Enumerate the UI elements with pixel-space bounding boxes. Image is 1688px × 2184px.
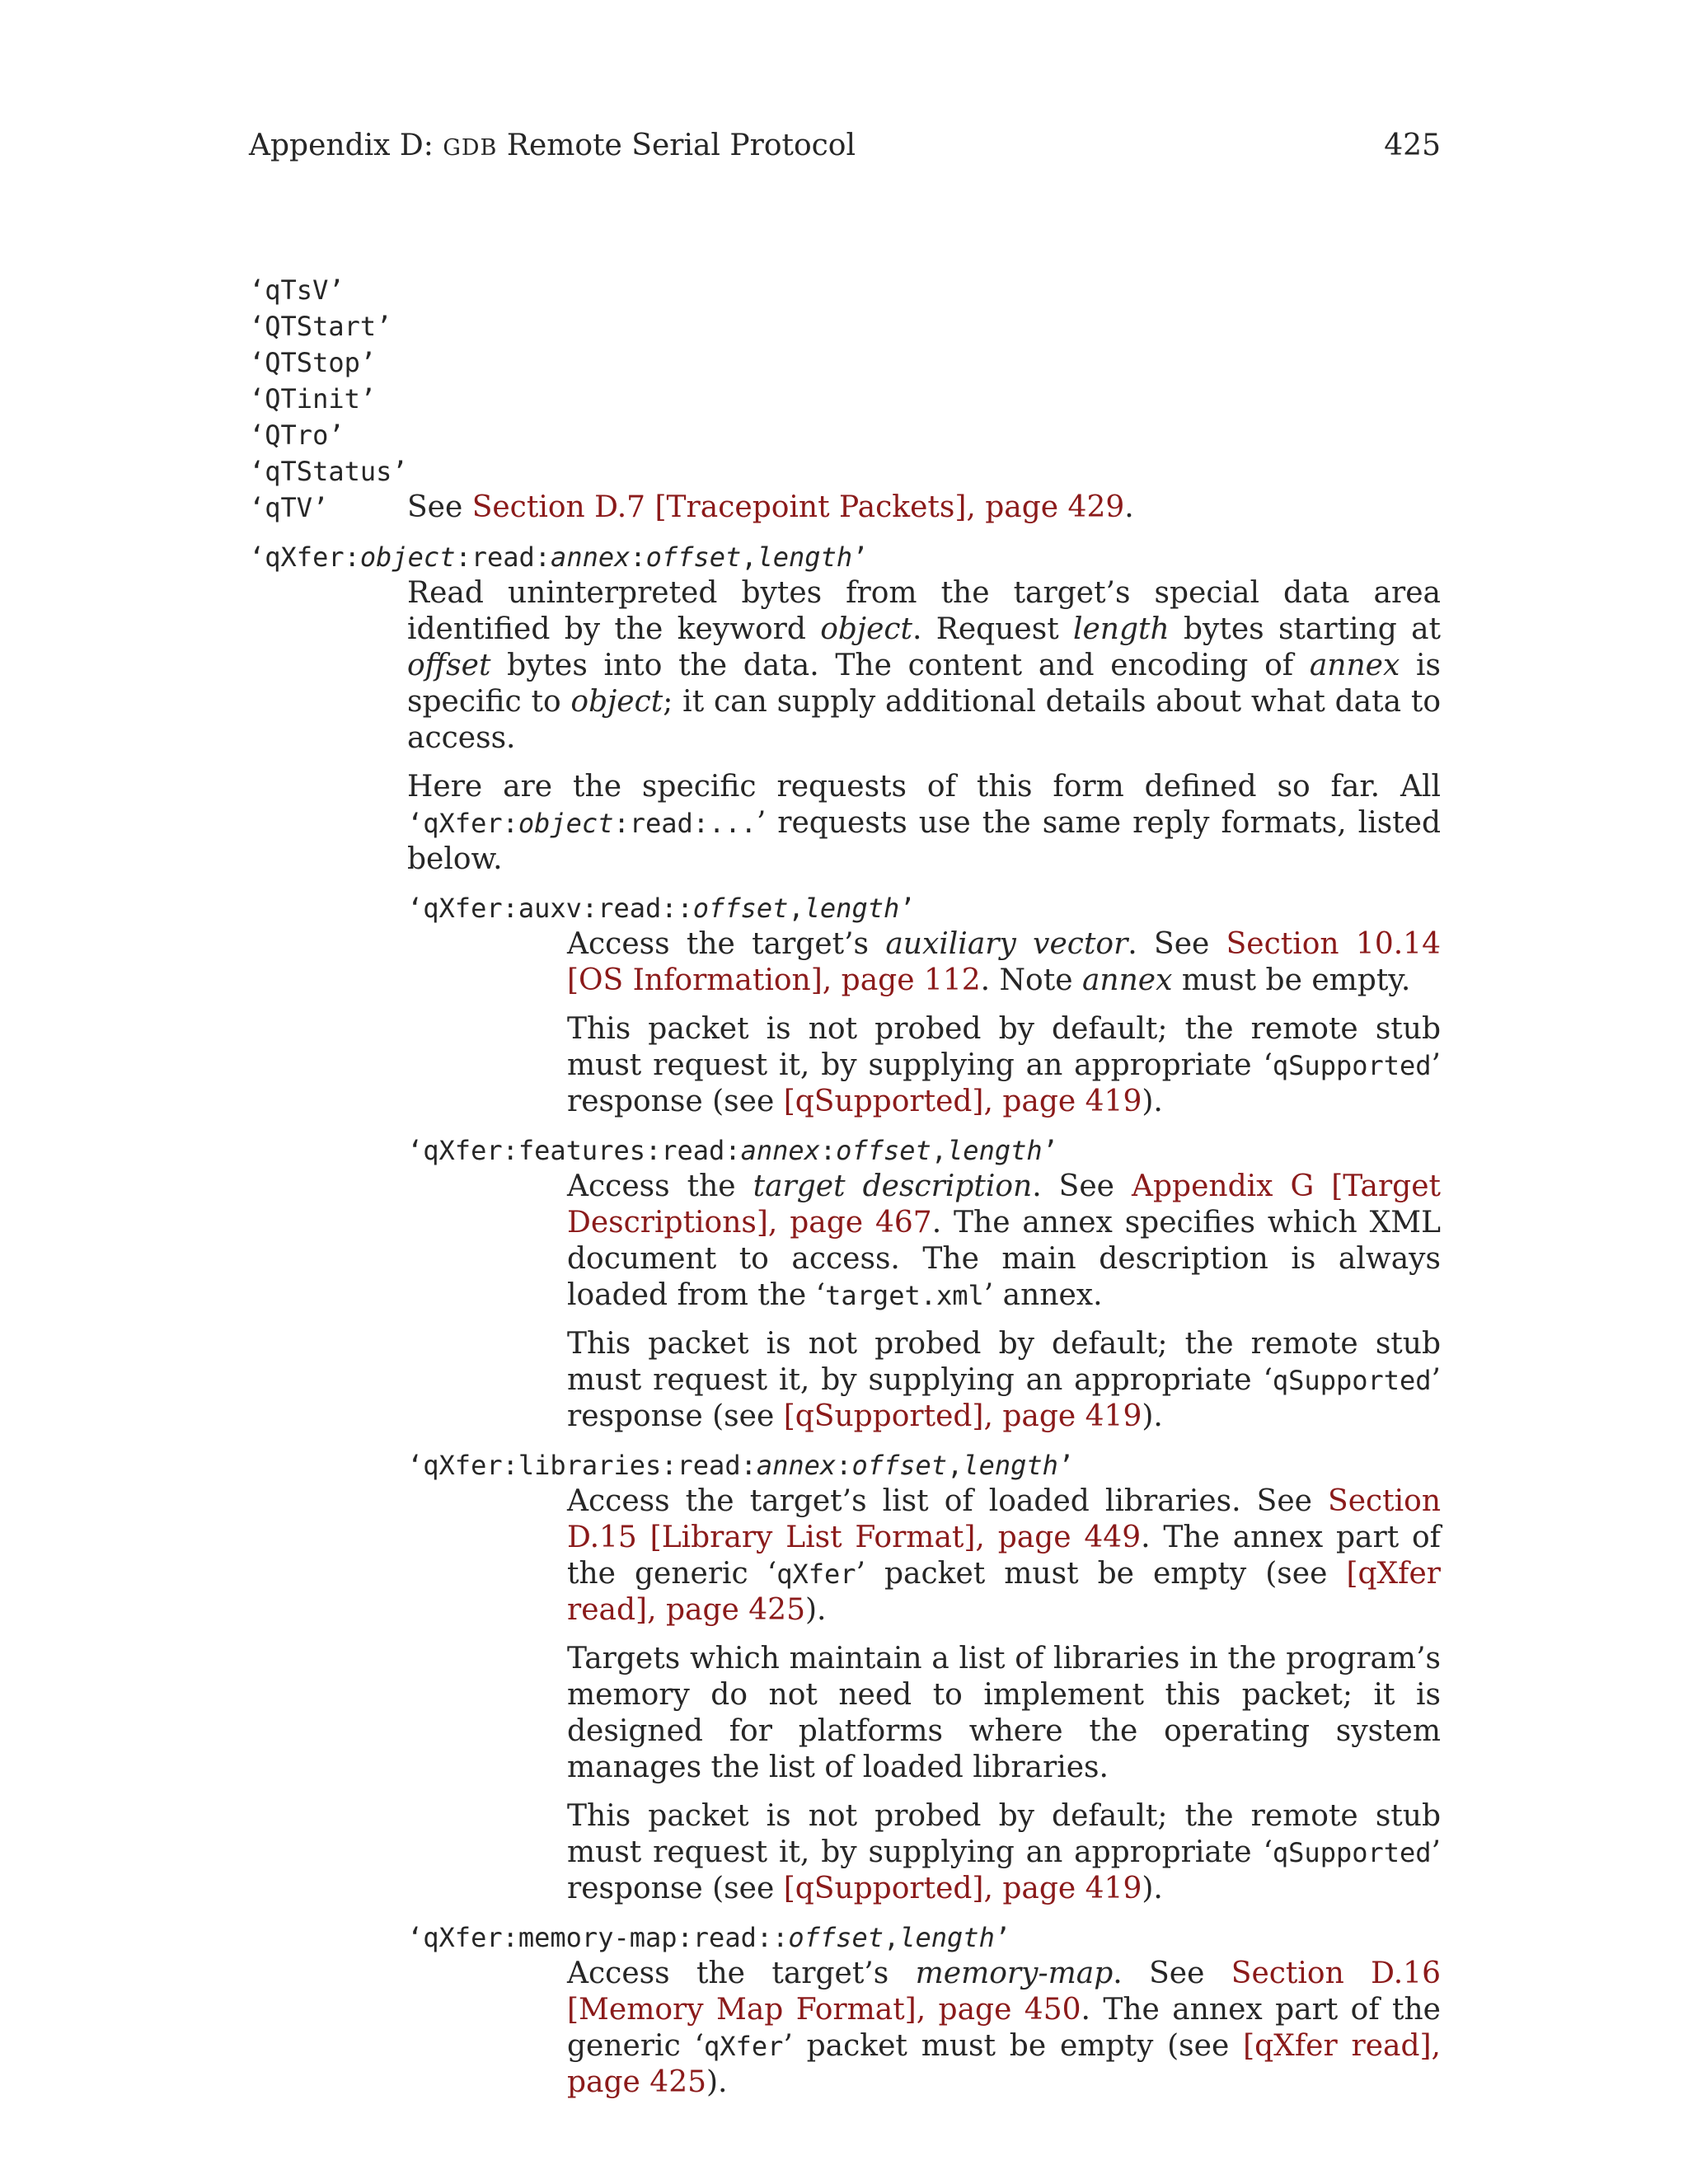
libraries-paragraph-1: Access the target’s list of loaded libraries. See Section D.15 [Library List Format], page 449. The annex part of the generic ‘qXfer’ packet must be empty (see [qXfer read], page 425). xyxy=(567,1484,1442,1627)
features-paragraph-1: Access the target description. See Appendix G [Target Descriptions], page 467. The annex specifies which XML document to access. The main description is always loaded from the ‘target.xml’ annex. xyxy=(567,1169,1441,1312)
features-paragraph-2: This packet is not probed by default; the remote stub must request it, by supplying an appropriate ‘qSupported’ response (see [qSupported], page 419). xyxy=(567,1327,1441,1433)
term-qtstop: ‘QTStop’ xyxy=(249,347,377,378)
link-tracepoint-packets[interactable]: Section D.7 [Tracepoint Packets], page 429 xyxy=(471,490,1125,524)
term-qxfer-read: ‘qXfer:object:read:annex:offset,length’ xyxy=(249,541,869,573)
link-qxfer-read[interactable]: [qXfer read], page 425 xyxy=(567,2029,1441,2099)
qxfer-paragraph-1: Read uninterpreted bytes from the target’s special data area identified by the keyword object. Request length bytes starting at offset bytes into the data. The content and encoding of annex is specific to object; it can supply additional details about what data to access. xyxy=(407,576,1442,755)
running-header xyxy=(249,129,1441,162)
libraries-paragraph-3: This packet is not probed by default; the remote stub must request it, by supplying an appropriate ‘qSupported’ response (see [qSupported], page 419). xyxy=(567,1799,1441,1905)
link-qsupported[interactable]: [qSupported], page 419 xyxy=(783,1872,1142,1905)
link-memory-map-format[interactable]: Section D.16 [Memory Map Format], page 450 xyxy=(567,1957,1441,2027)
libraries-description xyxy=(567,1483,1441,1907)
term-qtstart: ‘QTStart’ xyxy=(249,311,392,342)
auxv-description xyxy=(567,926,1441,1120)
memory-map-paragraph-1: Access the target’s memory-map. See Section D.16 [Memory Map Format], page 450. The annex part of the generic ‘qXfer’ packet must be empty (see [qXfer read], page 425). xyxy=(567,1957,1441,2099)
link-qxfer-read[interactable]: [qXfer read], page 425 xyxy=(567,1557,1441,1627)
term-qtv: ‘qTV’ xyxy=(249,492,329,523)
term-qxfer-libraries: ‘qXfer:libraries:read:annex:offset,length’ xyxy=(407,1450,1075,1481)
qxfer-description xyxy=(407,575,1441,878)
document-body xyxy=(249,272,1441,2113)
link-library-list-format[interactable]: Section D.15 [Library List Format], page 449 xyxy=(567,1484,1441,1554)
term-qxfer-memory-map: ‘qXfer:memory-map:read::offset,length’ xyxy=(407,1922,1011,1953)
qxfer-paragraph-2: Here are the specific requests of this form defined so far. All ‘qXfer:object:read:...’ requests use the same reply formats, listed below. xyxy=(407,770,1441,876)
term-qtstatus: ‘qTStatus’ xyxy=(249,456,408,487)
subentries xyxy=(407,890,1441,2101)
term-qxfer-features: ‘qXfer:features:read:annex:offset,length’ xyxy=(407,1135,1058,1166)
qtv-desc: See Section D.7 [Tracepoint Packets], page 429. xyxy=(407,490,1134,524)
header-gdb: GDB xyxy=(443,135,498,161)
page-number: 425 xyxy=(1384,129,1441,162)
link-qsupported[interactable]: [qSupported], page 419 xyxy=(783,1085,1142,1118)
auxv-paragraph-1: Access the target’s auxiliary vector. See Section 10.14 [OS Information], page 112. Note annex must be empty. xyxy=(567,927,1441,997)
link-os-information[interactable]: Section 10.14 [OS Information], page 112 xyxy=(567,927,1441,997)
auxv-paragraph-2: This packet is not probed by default; the remote stub must request it, by supplying an appropriate ‘qSupported’ response (see [qSupported], page 419). xyxy=(567,1012,1441,1118)
link-target-descriptions[interactable]: Appendix G [Target Descriptions], page 467 xyxy=(567,1169,1441,1240)
header-title: Appendix D: GDB Remote Serial Protocol xyxy=(249,129,856,162)
term-qtsv: ‘qTsV’ xyxy=(249,274,345,306)
term-qxfer-auxv: ‘qXfer:auxv:read::offset,length’ xyxy=(407,893,916,924)
libraries-paragraph-2: Targets which maintain a list of libraries in the program’s memory do not need to implement this packet; it is designed for platforms where the operating system manages the list of loaded libraries. xyxy=(567,1642,1441,1784)
term-qtinit: ‘QTinit’ xyxy=(249,383,377,415)
features-description xyxy=(567,1169,1441,1435)
memory-map-description xyxy=(567,1956,1441,2101)
link-qsupported[interactable]: [qSupported], page 419 xyxy=(783,1399,1142,1433)
qtv-row xyxy=(249,490,1441,526)
term-qtro: ‘QTro’ xyxy=(249,419,345,451)
